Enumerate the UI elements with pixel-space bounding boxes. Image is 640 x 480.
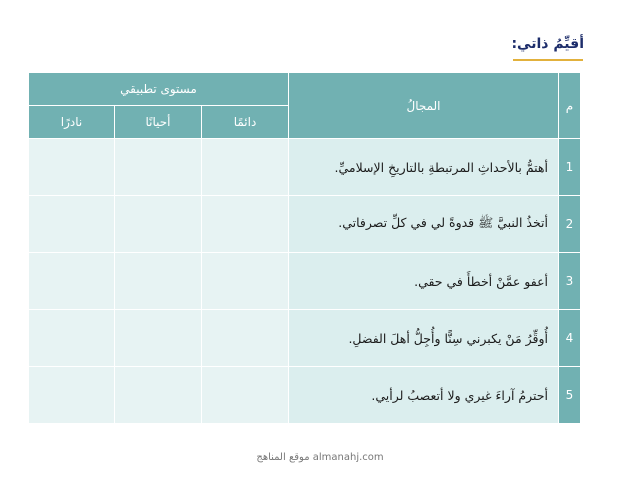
section-heading: أقيِّمُ ذاتي:	[511, 36, 584, 52]
row-statement: أحترمُ آراءَ غيري ولا أتعصبُ لرأيي.	[289, 367, 559, 424]
cell-always[interactable]	[202, 253, 289, 310]
cell-rarely[interactable]	[29, 253, 115, 310]
heading-underline	[513, 59, 583, 61]
column-header-level: مستوى تطبيقي	[29, 73, 289, 106]
row-statement: أتخذُ النبيَّ ﷺ قدوةً لي في كلِّ تصرفاتي.	[289, 196, 559, 253]
table-row	[29, 367, 581, 424]
column-header-sometimes: أحيانًا	[115, 106, 202, 139]
column-header-rarely: نادرًا	[29, 106, 115, 139]
site-watermark: موقع المناهج almanahj.com	[256, 452, 384, 463]
cell-always[interactable]	[202, 139, 289, 196]
cell-sometimes[interactable]	[115, 367, 202, 424]
row-number: 2	[559, 196, 581, 253]
cell-always[interactable]	[202, 310, 289, 367]
column-header-domain: المجالُ	[289, 73, 559, 139]
cell-rarely[interactable]	[29, 310, 115, 367]
cell-rarely[interactable]	[29, 196, 115, 253]
cell-sometimes[interactable]	[115, 139, 202, 196]
cell-always[interactable]	[202, 196, 289, 253]
table-row	[29, 310, 581, 367]
column-header-number: م	[559, 73, 581, 139]
row-statement: أهتمُّ بالأحداثِ المرتبطةِ بالتاريخِ الإسلاميِّ.	[289, 139, 559, 196]
cell-rarely[interactable]	[29, 367, 115, 424]
row-number: 3	[559, 253, 581, 310]
table-row	[29, 139, 581, 196]
row-number: 1	[559, 139, 581, 196]
cell-sometimes[interactable]	[115, 310, 202, 367]
table-row	[29, 196, 581, 253]
row-statement: أُوقِّرُ مَنْ يكبرني سِنًّا وأُجِلُّ أهلَ الفضلِ.	[289, 310, 559, 367]
cell-sometimes[interactable]	[115, 253, 202, 310]
row-statement: أعفو عمَّنْ أخطأَ في حقي.	[289, 253, 559, 310]
self-assessment-table	[28, 72, 581, 424]
cell-rarely[interactable]	[29, 139, 115, 196]
table-row	[29, 253, 581, 310]
row-number: 4	[559, 310, 581, 367]
cell-sometimes[interactable]	[115, 196, 202, 253]
row-number: 5	[559, 367, 581, 424]
column-header-always: دائمًا	[202, 106, 289, 139]
cell-always[interactable]	[202, 367, 289, 424]
